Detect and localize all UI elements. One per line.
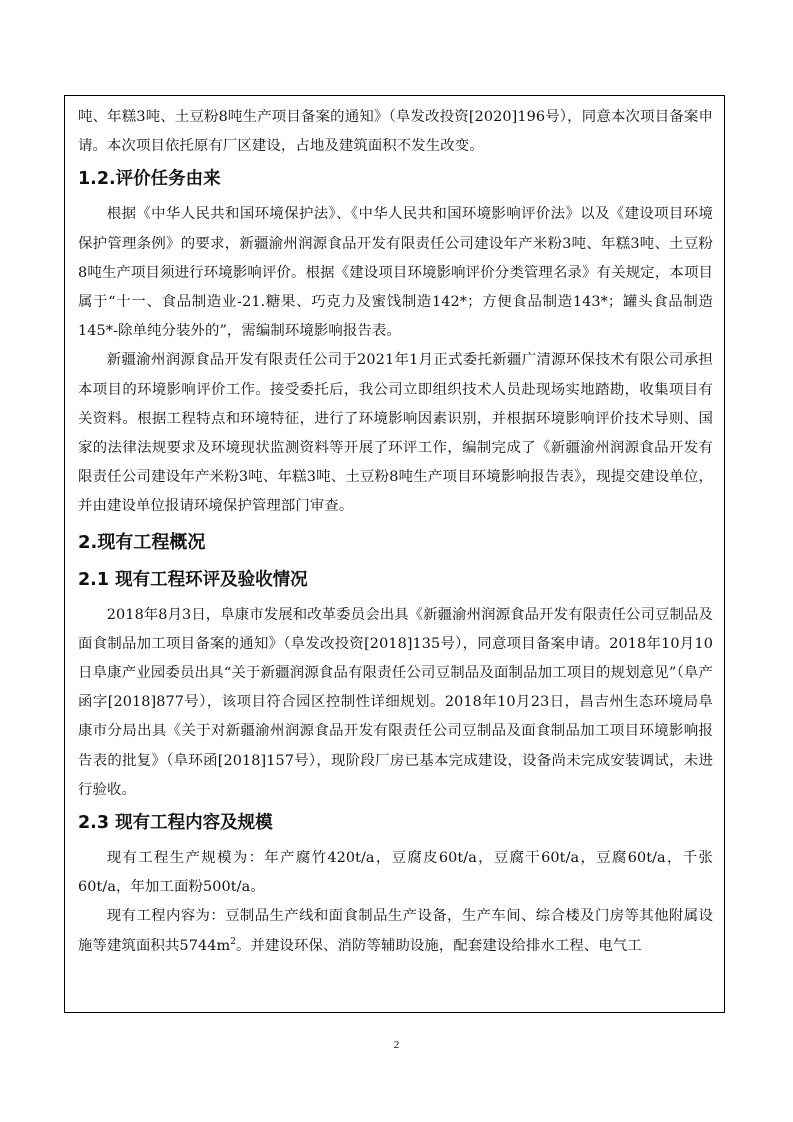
paragraph-production-scale: 现有工程生产规模为：年产腐竹420t/a，豆腐皮60t/a，豆腐干60t/a，豆腐60t/a，千张60t/a，年加工面粉500t/a。	[78, 850, 713, 896]
paragraph-approval-history: 2018年8月3日，阜康市发展和改革委员会出具《新疆渝州润源食品开发有限责任公司豆制品及面食制品加工项目备案的通知》（阜发改投资[2018]135号），同意项目备案申请。2018年10月10日阜康产业园委员出具“关于新疆润源食品有限责任公司豆制品及面制品加工项目的规划意见”（阜产函字[2018]877号），该项目符合园区控制性详细规划。2018年10月23日，昌吉州生态环境局阜康市分局出具《关于对新疆渝州润源食品开发有限责任公司豆制品及面食制品加工项目环境影响报告表的批复》（阜环函[2018]157号），现阶段厂房已基本完成建设，设备尚未完成安装调试，未进行验收。	[78, 606, 713, 798]
paragraph-evaluation-basis: 根据《中华人民共和国环境保护法》、《中华人民共和国环境影响评价法》以及《建设项目环境保护管理条例》的要求，新疆渝州润源食品开发有限责任公司建设年产米粉3吨、年糕3吨、土豆粉8吨生产项目须进行环境影响评价。根据《建设项目环境影响评价分类管理名录》有关规定，本项目属于“十一、食品制造业-21.糖果、巧克力及蜜饯制造142*；方便食品制造143*；罐头食品制造145*-除单纯分装外的”，需编制环境影响报告表。	[78, 206, 713, 340]
content-frame	[64, 95, 725, 1013]
paragraph-commission: 新疆渝州润源食品开发有限责任公司于2021年1月正式委托新疆广清源环保技术有限公司承担本项目的环境影响评价工作。接受委托后，我公司立即组织技术人员赴现场实地踏勘，收集项目有关资料。根据工程特点和环境特征，进行了环境影响因素识别，并根据环境影响评价技术导则、国家的法律法规要求及环境现状监测资料等开展了环评工作，编制完成了《新疆渝州润源食品开发有限责任公司建设年产米粉3吨、年糕3吨、土豆粉8吨生产项目环境影响报告表》，现提交建设单位，并由建设单位报请环境保护管理部门审查。	[78, 352, 713, 515]
heading-1-2: 1.2.评价任务由来	[78, 169, 221, 190]
heading-2-3: 2.3 现有工程内容及规模	[78, 813, 273, 834]
project-content-text-b: 。并建设环保、消防等辅助设施，配套建设给排水工程、电气工	[236, 937, 642, 954]
project-content-text-a: 现有工程内容为：豆制品生产线和面食制品生产设备，生产车间、综合楼及门房等其他附属设施等建筑面积共5744m	[78, 908, 713, 954]
paragraph-continued: 吨、年糕3吨、土豆粉8吨生产项目备案的通知》（阜发改投资[2020]196号），同意本次项目备案申请。本次项目依托原有厂区建设，占地及建筑面积不发生改变。	[78, 109, 713, 155]
heading-2: 2.现有工程概况	[78, 531, 206, 553]
page-number: 2	[393, 1039, 400, 1051]
heading-2-1: 2.1 现有工程环评及验收情况	[78, 569, 308, 590]
area-unit-superscript: 2	[230, 936, 237, 947]
paragraph-project-content	[78, 902, 713, 960]
